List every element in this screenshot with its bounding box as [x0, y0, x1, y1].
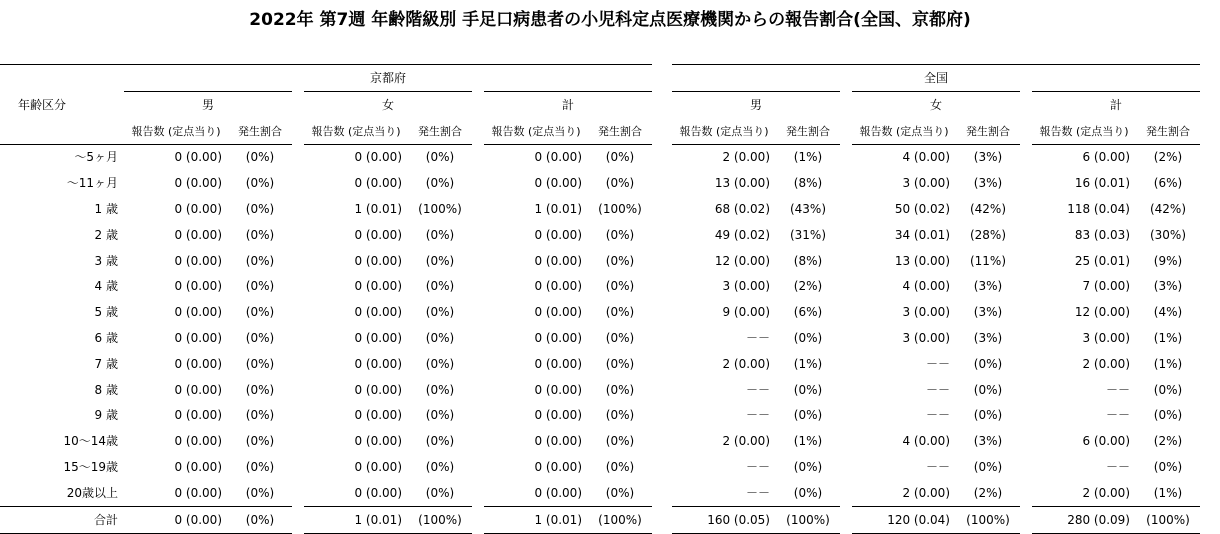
report-cell: 0 (0.00) — [174, 227, 222, 242]
col-header-ratio: 発生割合 — [956, 118, 1020, 145]
ratio-cell: (0%) — [1153, 408, 1183, 423]
ratio-cell: (100%) — [588, 507, 652, 534]
report-cell: 3 (0.00) — [1082, 330, 1130, 345]
ratio-cell: (0%) — [245, 305, 275, 320]
report-cell: 12 (0.00) — [714, 253, 770, 268]
ratio-cell: (3%) — [973, 176, 1003, 191]
ratio-cell: (0%) — [425, 434, 455, 449]
report-cell: －－ — [925, 382, 950, 397]
ratio-cell: (0%) — [245, 434, 275, 449]
report-cell: 83 (0.03) — [1074, 227, 1130, 242]
age-label: 2 歳 — [94, 227, 118, 242]
ratio-cell: (0%) — [605, 227, 635, 242]
report-cell: 0 (0.00) — [534, 459, 582, 474]
col-header-ratio: 発生割合 — [1136, 118, 1200, 145]
col-header-report: 報告数 (定点当り) — [124, 118, 228, 145]
ratio-cell: (0%) — [605, 330, 635, 345]
ratio-cell: (0%) — [605, 382, 635, 397]
ratio-cell: (30%) — [1149, 227, 1187, 242]
report-cell: 0 (0.00) — [174, 485, 222, 500]
report-cell: 0 (0.00) — [534, 330, 582, 345]
ratio-cell: (0%) — [793, 408, 823, 423]
ratio-cell: (0%) — [245, 201, 275, 216]
report-cell: －－ — [1105, 459, 1130, 474]
report-cell: 3 (0.00) — [722, 279, 770, 294]
report-cell: 0 (0.00) — [354, 459, 402, 474]
report-cell: 0 (0.00) — [534, 279, 582, 294]
ratio-cell: (0%) — [793, 485, 823, 500]
ratio-cell: (0%) — [245, 330, 275, 345]
report-cell: 0 (0.00) — [534, 253, 582, 268]
report-cell: 4 (0.00) — [902, 279, 950, 294]
ratio-cell: (0%) — [973, 408, 1003, 423]
report-cell: 0 (0.00) — [354, 408, 402, 423]
sex-header-national: 計 — [1032, 92, 1200, 119]
report-cell: 16 (0.01) — [1074, 176, 1130, 191]
report-cell: 2 (0.00) — [1082, 356, 1130, 371]
report-cell: 0 (0.00) — [354, 382, 402, 397]
report-cell: 160 (0.05) — [672, 507, 776, 534]
ratio-cell: (3%) — [973, 279, 1003, 294]
report-table — [0, 64, 1200, 534]
age-label: 3 歳 — [94, 253, 118, 268]
report-cell: 120 (0.04) — [852, 507, 956, 534]
table-row — [0, 222, 1200, 248]
ratio-cell: (0%) — [245, 150, 275, 165]
ratio-cell: (100%) — [776, 507, 840, 534]
report-cell: 0 (0.00) — [354, 356, 402, 371]
table-row — [0, 197, 1200, 223]
ratio-cell: (3%) — [1153, 279, 1183, 294]
age-label: 5 歳 — [94, 305, 118, 320]
sex-header-kyoto: 女 — [304, 92, 472, 119]
report-cell: 49 (0.02) — [714, 227, 770, 242]
ratio-cell: (0%) — [425, 485, 455, 500]
col-header-ratio: 発生割合 — [228, 118, 292, 145]
table-row — [0, 351, 1200, 377]
ratio-cell: (1%) — [793, 150, 823, 165]
report-cell: 0 (0.00) — [354, 330, 402, 345]
report-cell: 0 (0.00) — [354, 253, 402, 268]
col-header-ratio: 発生割合 — [408, 118, 472, 145]
report-cell: 34 (0.01) — [894, 227, 950, 242]
ratio-cell: (1%) — [793, 356, 823, 371]
ratio-cell: (31%) — [789, 227, 827, 242]
age-label: 9 歳 — [94, 408, 118, 423]
ratio-cell: (0%) — [1153, 459, 1183, 474]
ratio-cell: (0%) — [973, 356, 1003, 371]
ratio-cell: (1%) — [1153, 356, 1183, 371]
ratio-cell: (1%) — [793, 434, 823, 449]
ratio-cell: (0%) — [228, 507, 292, 534]
report-cell: 13 (0.00) — [714, 176, 770, 191]
ratio-cell: (100%) — [598, 201, 642, 216]
report-cell: 0 (0.00) — [534, 408, 582, 423]
col-header-report: 報告数 (定点当り) — [672, 118, 776, 145]
report-cell: 0 (0.00) — [174, 201, 222, 216]
report-cell: 12 (0.00) — [1074, 305, 1130, 320]
ratio-cell: (0%) — [245, 459, 275, 474]
report-cell: 0 (0.00) — [354, 434, 402, 449]
ratio-cell: (0%) — [605, 459, 635, 474]
ratio-cell: (0%) — [245, 253, 275, 268]
report-cell: 3 (0.00) — [902, 330, 950, 345]
table-row — [0, 171, 1200, 197]
report-cell: 0 (0.00) — [174, 434, 222, 449]
ratio-cell: (3%) — [973, 330, 1003, 345]
age-label: 8 歳 — [94, 382, 118, 397]
report-cell: 0 (0.00) — [354, 227, 402, 242]
ratio-cell: (0%) — [793, 330, 823, 345]
ratio-cell: (2%) — [1153, 434, 1183, 449]
table-row — [0, 248, 1200, 274]
age-header: 年齢区分 — [0, 65, 124, 145]
report-cell: 1 (0.01) — [304, 507, 408, 534]
report-cell: 0 (0.00) — [354, 305, 402, 320]
ratio-cell: (0%) — [425, 330, 455, 345]
ratio-cell: (0%) — [425, 227, 455, 242]
ratio-cell: (0%) — [973, 382, 1003, 397]
report-cell: 0 (0.00) — [534, 485, 582, 500]
report-cell: 0 (0.00) — [174, 408, 222, 423]
ratio-cell: (42%) — [969, 201, 1007, 216]
report-cell: 9 (0.00) — [722, 305, 770, 320]
report-cell: －－ — [745, 459, 770, 474]
report-cell: 0 (0.00) — [534, 382, 582, 397]
ratio-cell: (0%) — [245, 356, 275, 371]
report-cell: －－ — [745, 485, 770, 500]
ratio-cell: (0%) — [605, 356, 635, 371]
col-header-report: 報告数 (定点当り) — [304, 118, 408, 145]
ratio-cell: (6%) — [793, 305, 823, 320]
ratio-cell: (0%) — [245, 408, 275, 423]
ratio-cell: (9%) — [1153, 253, 1183, 268]
report-cell: 1 (0.01) — [534, 201, 582, 216]
table-row — [0, 480, 1200, 506]
ratio-cell: (28%) — [969, 227, 1007, 242]
region-header-national: 全国 — [672, 65, 1200, 92]
sex-header-national: 女 — [852, 92, 1020, 119]
report-cell: 2 (0.00) — [1082, 485, 1130, 500]
ratio-cell: (0%) — [605, 305, 635, 320]
ratio-cell: (1%) — [1153, 485, 1183, 500]
ratio-cell: (100%) — [956, 507, 1020, 534]
report-cell: 0 (0.00) — [534, 305, 582, 320]
ratio-cell: (3%) — [973, 150, 1003, 165]
report-cell: －－ — [745, 408, 770, 423]
ratio-cell: (1%) — [1153, 330, 1183, 345]
ratio-cell: (0%) — [425, 279, 455, 294]
ratio-cell: (0%) — [605, 176, 635, 191]
age-label: 4 歳 — [94, 279, 118, 294]
ratio-cell: (11%) — [969, 253, 1007, 268]
ratio-cell: (0%) — [605, 485, 635, 500]
ratio-cell: (3%) — [973, 305, 1003, 320]
ratio-cell: (8%) — [793, 176, 823, 191]
sex-header-kyoto: 計 — [484, 92, 652, 119]
ratio-cell: (8%) — [793, 253, 823, 268]
table-total-row — [0, 507, 1200, 534]
ratio-cell: (100%) — [1136, 507, 1200, 534]
ratio-cell: (0%) — [245, 485, 275, 500]
ratio-cell: (0%) — [605, 150, 635, 165]
report-cell: 50 (0.02) — [894, 201, 950, 216]
ratio-cell: (42%) — [1149, 201, 1187, 216]
report-cell: 3 (0.00) — [902, 305, 950, 320]
age-label: 6 歳 — [94, 330, 118, 345]
report-cell: 0 (0.00) — [534, 150, 582, 165]
ratio-cell: (0%) — [605, 279, 635, 294]
report-cell: 0 (0.00) — [354, 150, 402, 165]
age-label: 7 歳 — [94, 356, 118, 371]
report-cell: －－ — [745, 382, 770, 397]
ratio-cell: (0%) — [425, 382, 455, 397]
age-label: 15～19歳 — [63, 459, 118, 474]
report-cell: 0 (0.00) — [354, 485, 402, 500]
ratio-cell: (4%) — [1153, 305, 1183, 320]
report-cell: 68 (0.02) — [714, 201, 770, 216]
table-row — [0, 403, 1200, 429]
report-cell: 0 (0.00) — [174, 253, 222, 268]
ratio-cell: (0%) — [425, 150, 455, 165]
ratio-cell: (0%) — [425, 176, 455, 191]
ratio-cell: (2%) — [1153, 150, 1183, 165]
region-header-kyoto: 京都府 — [124, 65, 652, 92]
table-row — [0, 429, 1200, 455]
report-cell: 0 (0.00) — [174, 305, 222, 320]
page-title: 2022年 第7週 年齢階級別 手足口病患者の小児科定点医療機関からの報告割合(全国、京都府) — [249, 10, 971, 30]
report-cell: 0 (0.00) — [534, 434, 582, 449]
table-row — [0, 455, 1200, 481]
report-cell: 0 (0.00) — [124, 507, 228, 534]
table-row — [0, 300, 1200, 326]
report-cell: 2 (0.00) — [722, 434, 770, 449]
report-cell: －－ — [1105, 382, 1130, 397]
ratio-cell: (100%) — [408, 507, 472, 534]
age-label: 20歳以上 — [66, 485, 118, 500]
ratio-cell: (0%) — [605, 253, 635, 268]
report-cell: 2 (0.00) — [902, 485, 950, 500]
report-cell: 7 (0.00) — [1082, 279, 1130, 294]
ratio-cell: (0%) — [425, 253, 455, 268]
sex-header-national: 男 — [672, 92, 840, 119]
age-label: ～11ヶ月 — [66, 176, 118, 191]
report-cell: 0 (0.00) — [354, 279, 402, 294]
report-cell: 0 (0.00) — [174, 150, 222, 165]
report-cell: －－ — [1105, 408, 1130, 423]
ratio-cell: (0%) — [605, 408, 635, 423]
table-row — [0, 145, 1200, 171]
age-label: 合計 — [0, 507, 124, 534]
ratio-cell: (0%) — [425, 305, 455, 320]
col-header-ratio: 発生割合 — [776, 118, 840, 145]
ratio-cell: (0%) — [245, 227, 275, 242]
report-cell: 0 (0.00) — [174, 279, 222, 294]
report-cell: 1 (0.01) — [484, 507, 588, 534]
report-cell: 280 (0.09) — [1032, 507, 1136, 534]
age-label: 1 歳 — [94, 201, 118, 216]
ratio-cell: (0%) — [245, 279, 275, 294]
report-cell: 2 (0.00) — [722, 150, 770, 165]
report-cell: 4 (0.00) — [902, 150, 950, 165]
report-cell: 6 (0.00) — [1082, 434, 1130, 449]
table-row — [0, 326, 1200, 352]
report-cell: 4 (0.00) — [902, 434, 950, 449]
age-label: 10～14歳 — [63, 434, 118, 449]
report-cell: 1 (0.01) — [354, 201, 402, 216]
ratio-cell: (0%) — [425, 459, 455, 474]
report-cell: －－ — [745, 330, 770, 345]
report-cell: 0 (0.00) — [174, 382, 222, 397]
report-cell: 0 (0.00) — [534, 176, 582, 191]
report-cell: 118 (0.04) — [1067, 201, 1130, 216]
ratio-cell: (0%) — [973, 459, 1003, 474]
ratio-cell: (0%) — [425, 408, 455, 423]
ratio-cell: (2%) — [793, 279, 823, 294]
report-cell: －－ — [925, 408, 950, 423]
table-row — [0, 274, 1200, 300]
ratio-cell: (3%) — [973, 434, 1003, 449]
ratio-cell: (0%) — [245, 176, 275, 191]
report-cell: 0 (0.00) — [174, 330, 222, 345]
col-header-report: 報告数 (定点当り) — [1032, 118, 1136, 145]
sex-header-kyoto: 男 — [124, 92, 292, 119]
ratio-cell: (0%) — [793, 459, 823, 474]
report-cell: －－ — [925, 356, 950, 371]
report-cell: 0 (0.00) — [534, 356, 582, 371]
ratio-cell: (100%) — [418, 201, 462, 216]
report-cell: 0 (0.00) — [534, 227, 582, 242]
report-cell: 0 (0.00) — [174, 459, 222, 474]
report-cell: 0 (0.00) — [174, 176, 222, 191]
report-cell: 6 (0.00) — [1082, 150, 1130, 165]
report-cell: －－ — [925, 459, 950, 474]
table-row — [0, 377, 1200, 403]
ratio-cell: (0%) — [425, 356, 455, 371]
report-cell: 25 (0.01) — [1074, 253, 1130, 268]
ratio-cell: (43%) — [789, 201, 827, 216]
ratio-cell: (0%) — [793, 382, 823, 397]
col-header-ratio: 発生割合 — [588, 118, 652, 145]
age-label: ～5ヶ月 — [74, 150, 118, 165]
ratio-cell: (0%) — [605, 434, 635, 449]
report-cell: 2 (0.00) — [722, 356, 770, 371]
ratio-cell: (0%) — [1153, 382, 1183, 397]
report-cell: 0 (0.00) — [354, 176, 402, 191]
report-cell: 13 (0.00) — [894, 253, 950, 268]
report-cell: 0 (0.00) — [174, 356, 222, 371]
col-header-report: 報告数 (定点当り) — [852, 118, 956, 145]
ratio-cell: (2%) — [973, 485, 1003, 500]
col-header-report: 報告数 (定点当り) — [484, 118, 588, 145]
report-cell: 3 (0.00) — [902, 176, 950, 191]
ratio-cell: (6%) — [1153, 176, 1183, 191]
ratio-cell: (0%) — [245, 382, 275, 397]
